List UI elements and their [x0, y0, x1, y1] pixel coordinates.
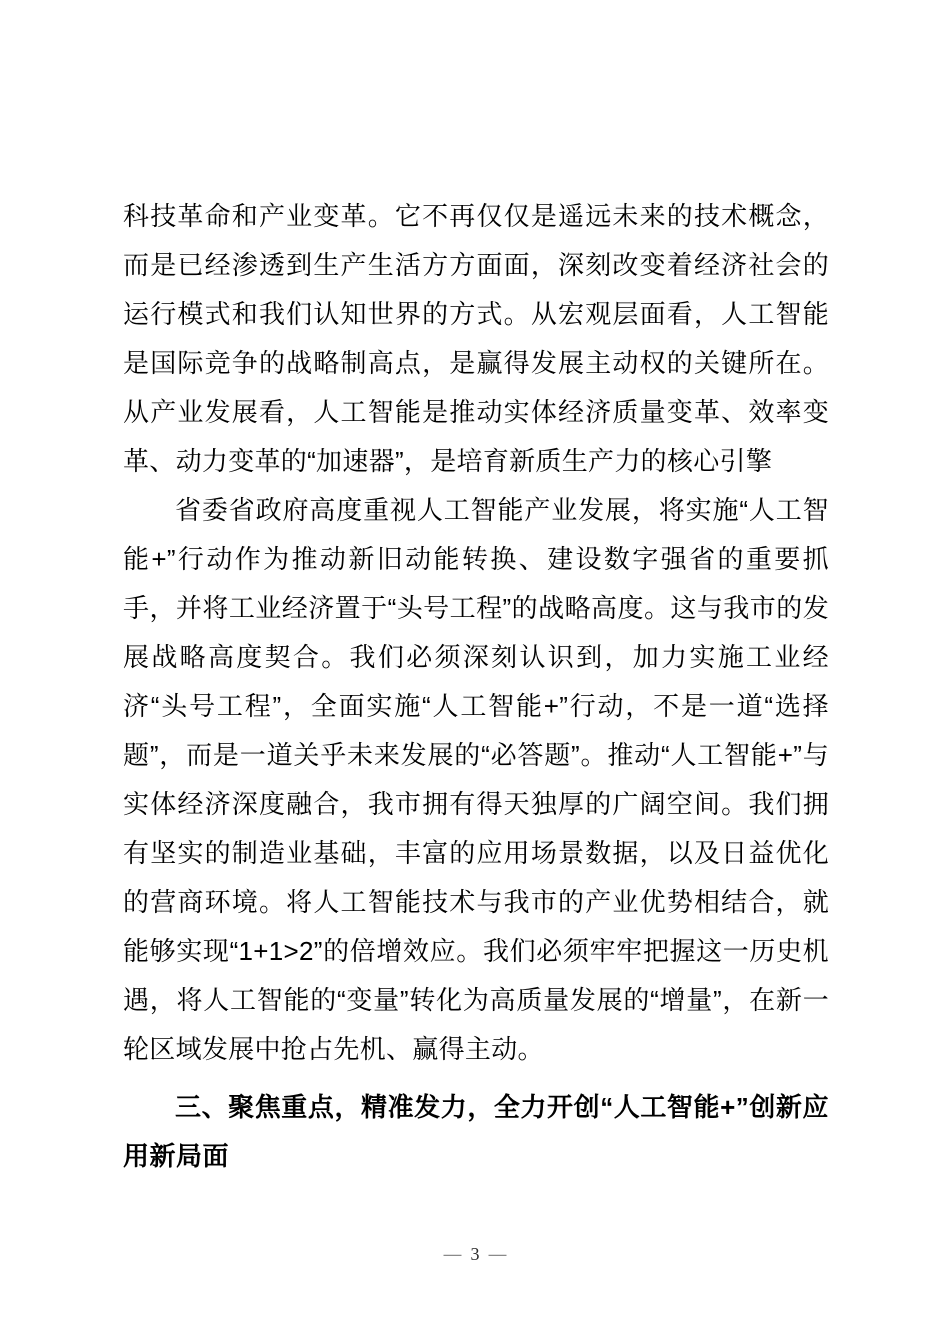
paragraph-provincial-policy: 省委省政府高度重视人工智能产业发展，将实施“人工智能+”行动作为推动新旧动能转换、建设数字强省的重要抓手，并将工业经济置于“头号工程”的战略高度。这与我市的发展战略高度契合。我们必须深刻认识到，加力实施工业经济“头号工程”，全面实施“人工智能+”行动，不是一道“选择题”，而是一道关乎未来发展的“必答题”。推动“人工智能+”与实体经济深度融合，我市拥有得天独厚的广阔空间。我们拥有坚实的制造业基础，丰富的应用场景数据，以及日益优化的营商环境。将人工智能技术与我市的产业优势相结合，就能够实现“1+1>2”的倍增效应。我们必须牢牢把握这一历史机遇，将人工智能的“变量”转化为高质量发展的“增量”，在新一轮区域发展中抢占先机、赢得主动。 — [123, 495, 829, 1064]
paragraph-continuation: 科技革命和产业变革。它不再仅仅是遥远未来的技术概念，而是已经渗透到生产生活方方面面，深刻改变着经济社会的运行模式和我们认知世界的方式。从宏观层面看，人工智能是国际竞争的战略制高点，是赢得发展主动权的关键所在。从产业发展看，人工智能是推动实体经济质量变革、效率变革、动力变革的“加速器”，是培育新质生产力的核心引擎 — [123, 201, 829, 476]
page-number: 3 — [470, 1244, 480, 1264]
page-footer — [0, 1243, 950, 1265]
section-heading-three: 三、聚焦重点，精准发力，全力开创“人工智能+”创新应用新局面 — [123, 1092, 829, 1171]
document-body — [123, 192, 829, 1181]
footer-dash-right: — — [488, 1244, 507, 1264]
footer-dash-left: — — [443, 1244, 462, 1264]
